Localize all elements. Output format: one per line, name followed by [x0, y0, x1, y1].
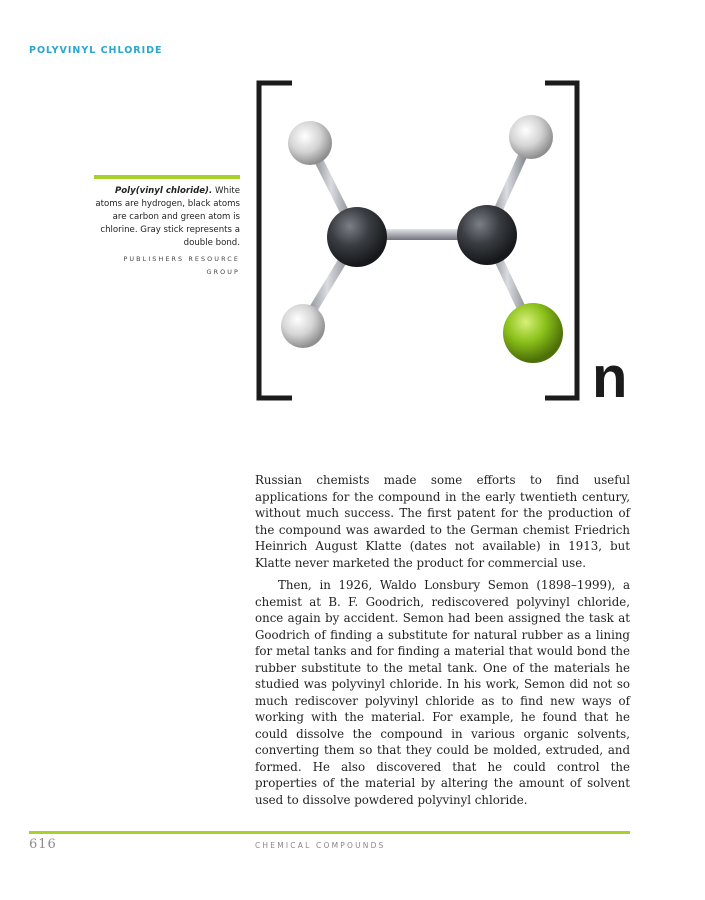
page-number: 616 — [29, 837, 57, 852]
hydrogen-atom-top-left — [288, 121, 332, 165]
left-bracket — [259, 83, 292, 398]
caption-title: Poly(vinyl chloride). — [114, 186, 213, 196]
repeat-unit-subscript: n — [592, 345, 628, 410]
carbon-atom-left — [327, 207, 387, 267]
body-text — [255, 472, 630, 808]
chlorine-atom — [503, 303, 563, 363]
figure-caption — [94, 175, 240, 279]
pvc-molecule-figure — [250, 75, 650, 410]
running-head: POLYVINYL CHLORIDE — [29, 45, 163, 56]
caption-text: White atoms are hydrogen, black atoms are carbon and green atom is chlorine. Gray stick represents a double bond. — [95, 186, 240, 248]
paragraph-1: Russian chemists made some efforts to find useful applications for the compound in the early twentieth century, without much success. The first patent for the production of the compound was awarded to the German chemist Friedrich Heinrich August Klatte (dates not available) in 1913, but Klatte never marketed the product for commercial use. — [255, 473, 630, 570]
hydrogen-atom-top-right — [509, 115, 553, 159]
footer-rule — [29, 831, 630, 834]
book-title: CHEMICAL COMPOUNDS — [255, 841, 386, 850]
paragraph-2: Then, in 1926, Waldo Lonsbury Semon (1898–1999), a chemist at B. F. Goodrich, rediscovered polyvinyl chloride, once again by accident. Semon had been assigned the task at Goodrich of finding a substitute for natural rubber as a lining for metal tanks and for finding a material that would bond the rubber substitute to the metal tank. One of the materials he studied was polyvinyl chloride. In his work, Semon did not so much rediscover polyvinyl chloride as to find new ways of working with the material. For example, he found that he could dissolve the compound in various organic solvents, converting them so that they could be molded, extruded, and formed. He also discovered that he could control the properties of the material by altering the amount of solvent used to dissolve powdered polyvinyl chloride. — [255, 578, 630, 807]
carbon-atom-right — [457, 205, 517, 265]
caption-credit: PUBLISHERS RESOURCE GROUP — [123, 255, 240, 276]
hydrogen-atom-bottom-left — [281, 304, 325, 348]
